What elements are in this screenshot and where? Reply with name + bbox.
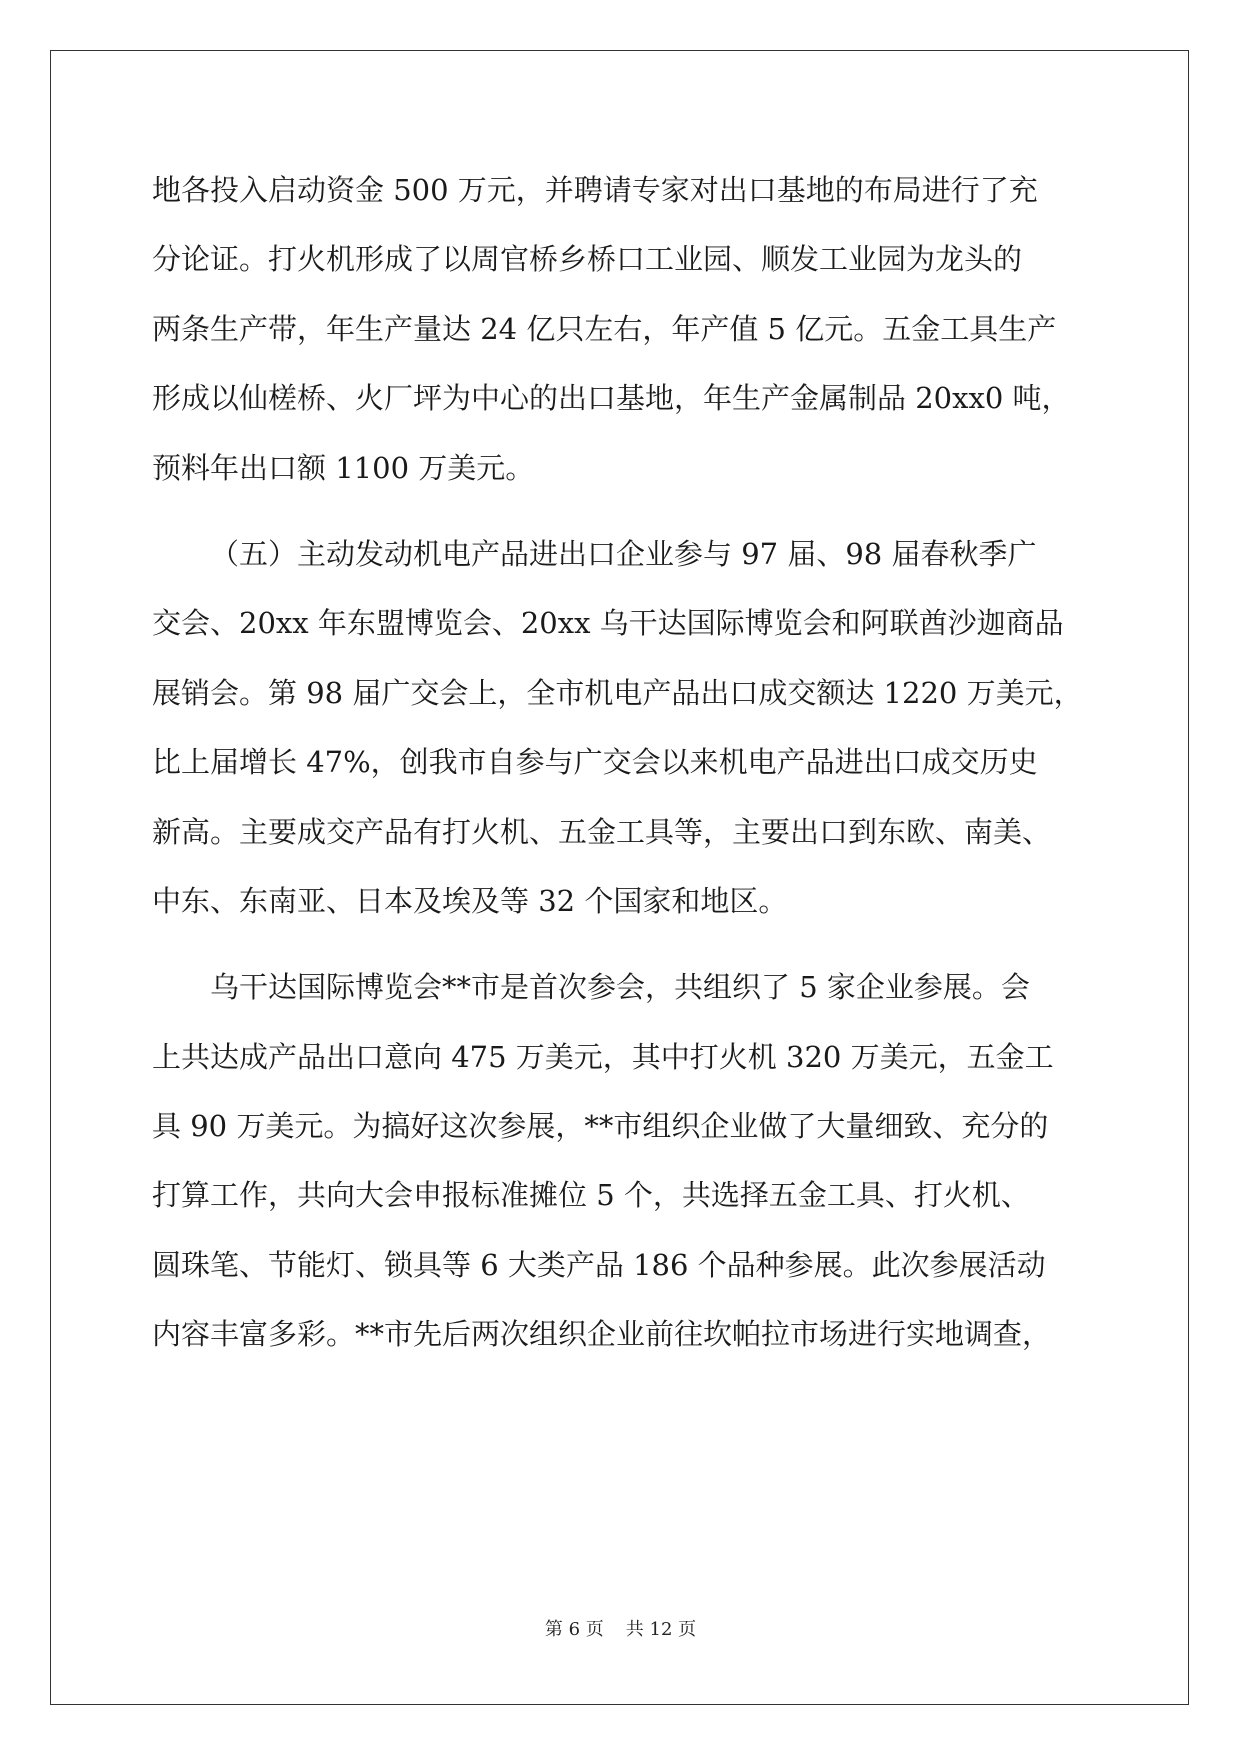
text-line: 交会、20xx 年东盟博览会、20xx 乌干达国际博览会和阿联酋沙迦商品 — [152, 606, 1064, 641]
page-total: 共 12 页 — [625, 1619, 697, 1640]
text-line: 形成以仙槎桥、火厂坪为中心的出口基地，年生产金属制品 20xx0 吨， — [152, 381, 1071, 416]
page-footer — [0, 1618, 1241, 1642]
paragraph-gap — [152, 946, 1090, 963]
paragraph-3 — [152, 963, 1090, 1379]
text-line: （五）主动发动机电产品进出口企业参与 97 届、98 届春秋季广 — [210, 536, 1037, 571]
text-line: 内容丰富多彩。**市先后两次组织企业前往坎帕拉市场进行实地调查， — [152, 1317, 1052, 1352]
text-line: 展销会。第 98 届广交会上，全市机电产品出口成交额达 1220 万美元， — [152, 675, 1083, 710]
text-line: 两条生产带，年生产量达 24 亿只左右，年产值 5 亿元。五金工具生产 — [152, 311, 1057, 346]
paragraph-1 — [152, 166, 1090, 513]
document-body — [152, 166, 1090, 1380]
paragraph-gap — [152, 513, 1090, 530]
text-line: 打算工作，共向大会申报标准摊位 5 个，共选择五金工具、打火机、 — [152, 1178, 1030, 1213]
text-line: 乌干达国际博览会**市是首次参会，共组织了 5 家企业参展。会 — [210, 970, 1030, 1005]
page-number: 第 6 页 — [544, 1619, 604, 1640]
text-line: 具 90 万美元。为搞好这次参展，**市组织企业做了大量细致、充分的 — [152, 1109, 1049, 1144]
text-line: 中东、东南亚、日本及埃及等 32 个国家和地区。 — [152, 883, 788, 918]
text-line: 上共达成产品出口意向 475 万美元，其中打火机 320 万美元，五金工 — [152, 1039, 1054, 1074]
text-line: 圆珠笔、节能灯、锁具等 6 大类产品 186 个品种参展。此次参展活动 — [152, 1247, 1046, 1282]
text-line: 比上届增长 47%，创我市自参与广交会以来机电产品进出口成交历史 — [152, 745, 1038, 780]
text-line: 分论证。打火机形成了以周官桥乡桥口工业园、顺发工业园为龙头的 — [152, 242, 1023, 277]
text-line: 预料年出口额 1100 万美元。 — [152, 450, 535, 485]
text-line: 地各投入启动资金 500 万元，并聘请专家对出口基地的布局进行了充 — [152, 173, 1038, 207]
paragraph-2 — [152, 530, 1090, 946]
text-line: 新高。主要成交产品有打火机、五金工具等，主要出口到东欧、南美、 — [152, 814, 1052, 849]
